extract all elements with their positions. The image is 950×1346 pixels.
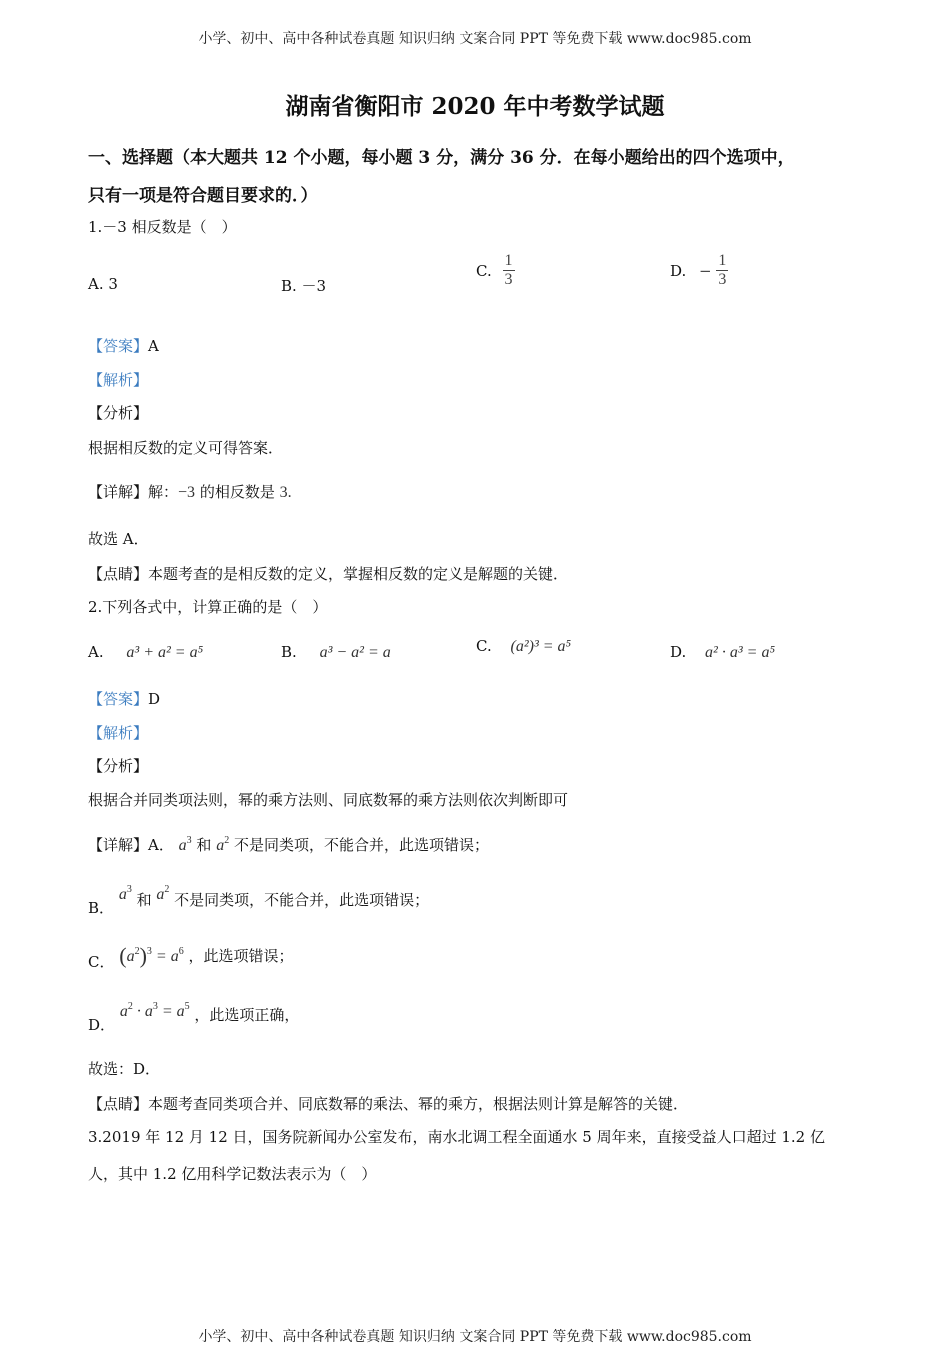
q1-answer-value: A (148, 337, 159, 355)
page-header: 小学、初中、高中各种试卷真题 知识归纳 文案合同 PPT 等免费下载 www.doc985.com (198, 31, 752, 47)
q2-option-b-label: B. (281, 643, 297, 661)
q2-option-c (476, 637, 571, 656)
q1-d-denominator: 3 (718, 271, 727, 288)
q2-answer-value: D (148, 690, 161, 708)
q2-option-d-math: a² · a³ = a⁵ (705, 644, 775, 661)
q2-option-a-label: A. (88, 643, 104, 661)
q2-stem: 2.下列各式中，计算正确的是（ ） (88, 598, 328, 616)
q1-d-sign: − (699, 261, 712, 280)
q2-detail-a-he: 和 (196, 836, 212, 854)
q2-option-b-math: a³ − a² = a (319, 644, 391, 661)
q2-analysis-tag: 【解析】 (88, 724, 149, 742)
q2-detail-d-prefix: D． (88, 1016, 116, 1034)
q1-comment: 【点睛】本题考查的是相反数的定义，掌握相反数的定义是解题的关键． (88, 565, 569, 583)
q1-detail-math2: 3. (279, 484, 292, 501)
q2-fenxi-tag: 【分析】 (88, 757, 149, 775)
q1-option-d-label: D. (670, 261, 687, 280)
q2-detail-c (88, 943, 294, 972)
q3-stem-line2: 人，其中 1.2 亿用科学记数法表示为（ ） (88, 1165, 377, 1183)
q2-detail-a-post: 不是同类项，不能合并，此选项错误； (233, 836, 489, 854)
q2-option-d-label: D. (670, 643, 687, 661)
q1-option-c-fraction (503, 252, 515, 289)
q2-detail-b-prefix: B． (88, 899, 115, 917)
q2-fenxi-text: 根据合并同类项法则，幂的乘方法则、同底数幂的乘方法则依次判断即可 (88, 791, 569, 809)
q3-stem-line1: 3.2019 年 12 月 12 日，国务院新闻办公室发布，南水北调工程全面通水 5 周年来，直接受益人口超过 1.2 亿 (88, 1128, 825, 1146)
q1-detail-math: −3 (178, 484, 196, 501)
q1-d-numerator: 1 (718, 252, 727, 269)
q1-stem: 1.－3 相反数是（ ） (88, 218, 237, 236)
q2-option-c-label: C. (476, 637, 492, 655)
q2-detail-d-post: ，此选项正确， (194, 1006, 300, 1024)
page-title: 湖南省衡阳市 2020 年中考数学试题 (285, 93, 665, 120)
q1-option-b: B. －3 (281, 277, 327, 295)
q2-detail-a-term1: $a^3$ (178, 835, 192, 854)
q1-detail-rest: 的相反数是 (195, 483, 280, 501)
q2-comment: 【点睛】本题考查同类项合并、同底数幂的乘法、幂的乘方，根据法则计算是解答的关键． (88, 1095, 689, 1113)
q1-choose: 故选 A． (88, 530, 149, 548)
q2-option-b (281, 643, 391, 662)
q1-detail (88, 481, 292, 502)
q2-detail-d-math: $a^2 \cdot a^3 = a^5$ (119, 1001, 190, 1020)
q1-answer-tag: 【答案】 (88, 337, 149, 355)
q2-detail-b-term1: $a^3$ (118, 884, 132, 903)
q1-answer (88, 335, 159, 356)
q2-option-c-math: (a²)³ = a⁵ (510, 638, 572, 655)
q2-option-d (670, 643, 775, 662)
q2-answer-tag: 【答案】 (88, 690, 149, 708)
q1-fenxi-tag: 【分析】 (88, 404, 149, 422)
q2-detail-a-term2: $a^2$ (216, 835, 230, 854)
q1-fenxi-text: 根据相反数的定义可得答案． (88, 439, 284, 457)
q1-option-c (476, 252, 515, 289)
q2-option-a (88, 643, 203, 662)
q2-detail-d (88, 1001, 299, 1035)
q2-detail-b (88, 884, 429, 918)
section-heading-line1: 一、选择题（本大题共 12 个小题，每小题 3 分，满分 36 分．在每小题给出的四个选项中， (88, 148, 795, 168)
q1-c-denominator: 3 (504, 271, 513, 288)
q1-option-d-fraction (716, 252, 728, 289)
q2-detail-c-math: $(a^2)^3 = a^6$ (119, 943, 184, 968)
q2-detail-b-term2: $a^2$ (156, 884, 170, 903)
q2-detail-c-post: ，此选项错误； (188, 947, 294, 965)
q2-detail-c-prefix: C． (88, 953, 115, 971)
q2-detail-a-prefix: 【详解】A． (88, 836, 174, 854)
q1-detail-prefix: 【详解】解： (88, 483, 179, 501)
q1-c-numerator: 1 (504, 252, 513, 269)
q1-analysis-tag: 【解析】 (88, 371, 149, 389)
page-footer: 小学、初中、高中各种试卷真题 知识归纳 文案合同 PPT 等免费下载 www.doc985.com (198, 1329, 752, 1345)
q2-detail-b-he: 和 (136, 891, 152, 909)
q1-option-d (670, 252, 728, 289)
section-heading-line2: 只有一项是符合题目要求的．） (88, 186, 318, 206)
q2-option-a-math: a³ + a² = a⁵ (126, 644, 204, 661)
q2-answer (88, 688, 160, 709)
q2-detail-b-post: 不是同类项，不能合并，此选项错误； (174, 891, 430, 909)
q1-option-a: A. 3 (88, 275, 118, 293)
q2-choose: 故选：D． (88, 1060, 161, 1078)
q2-detail-a (88, 834, 489, 855)
q1-option-c-label: C. (476, 261, 492, 280)
